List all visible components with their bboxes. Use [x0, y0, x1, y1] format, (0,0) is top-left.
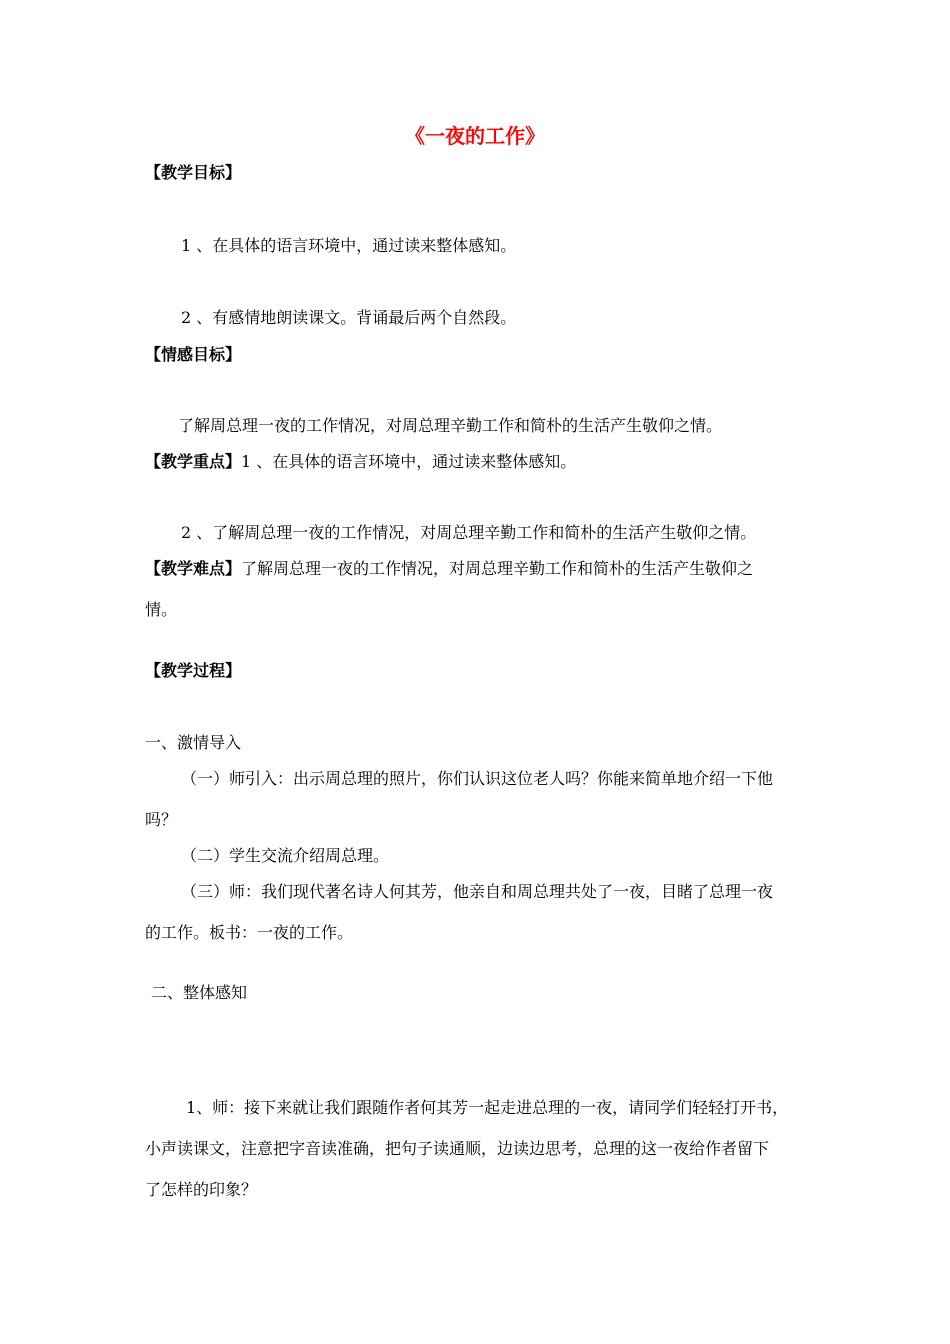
heading-teaching-goals: 【教学目标】 [145, 163, 242, 182]
heading-emotion-goals: 【情感目标】 [145, 345, 242, 364]
teaching-goal-2: 2 、有感情地朗读课文。背诵最后两个自然段。 [181, 308, 517, 327]
heading-process: 【教学过程】 [145, 661, 242, 680]
key-points-line-1 [145, 452, 576, 472]
paragraph-1-line-1: 1、师：接下来就让我们跟随作者何其芳一起走进总理的一夜，请同学们轻轻打开书， [186, 1098, 789, 1117]
item-3-line-1: （三）师：我们现代著名诗人何其芳，他亲自和周总理共处了一夜，目睹了总理一夜 [181, 882, 774, 901]
item-3-line-2: 的工作。板书：一夜的工作。 [145, 923, 354, 942]
item-1-line-1: （一）师引入：出示周总理的照片，你们认识这位老人吗？你能来简单地介绍一下他 [181, 769, 774, 788]
document-title: 《一夜的工作》 [405, 124, 545, 148]
item-2: （二）学生交流介绍周总理。 [181, 846, 390, 865]
key-point-1: 1 、在具体的语言环境中，通过读来整体感知。 [241, 452, 577, 471]
difficulty-text-1: 了解周总理一夜的工作情况，对周总理辛勤工作和简朴的生活产生敬仰之 [241, 559, 754, 578]
key-point-2: 2 、了解周总理一夜的工作情况，对周总理辛勤工作和简朴的生活产生敬仰之情。 [181, 523, 757, 542]
difficulty-text-2: 情。 [145, 600, 178, 619]
section-1-title: 一、激情导入 [145, 733, 242, 752]
teaching-goal-1: 1 、在具体的语言环境中，通过读来整体感知。 [181, 236, 517, 255]
paragraph-1-line-3: 了怎样的印象？ [145, 1180, 258, 1199]
paragraph-1-line-2: 小声读课文，注意把字音读准确，把句子读通顺，边读边思考，总理的这一夜给作者留下 [145, 1139, 770, 1158]
heading-key-points: 【教学重点】 [145, 452, 242, 471]
heading-difficulties: 【教学难点】 [145, 559, 242, 578]
difficulty-line-1 [145, 559, 753, 579]
emotion-goal-text: 了解周总理一夜的工作情况，对周总理辛勤工作和简朴的生活产生敬仰之情。 [178, 416, 723, 435]
item-1-line-2: 吗？ [145, 810, 178, 829]
section-2-title: 二、整体感知 [151, 983, 248, 1002]
